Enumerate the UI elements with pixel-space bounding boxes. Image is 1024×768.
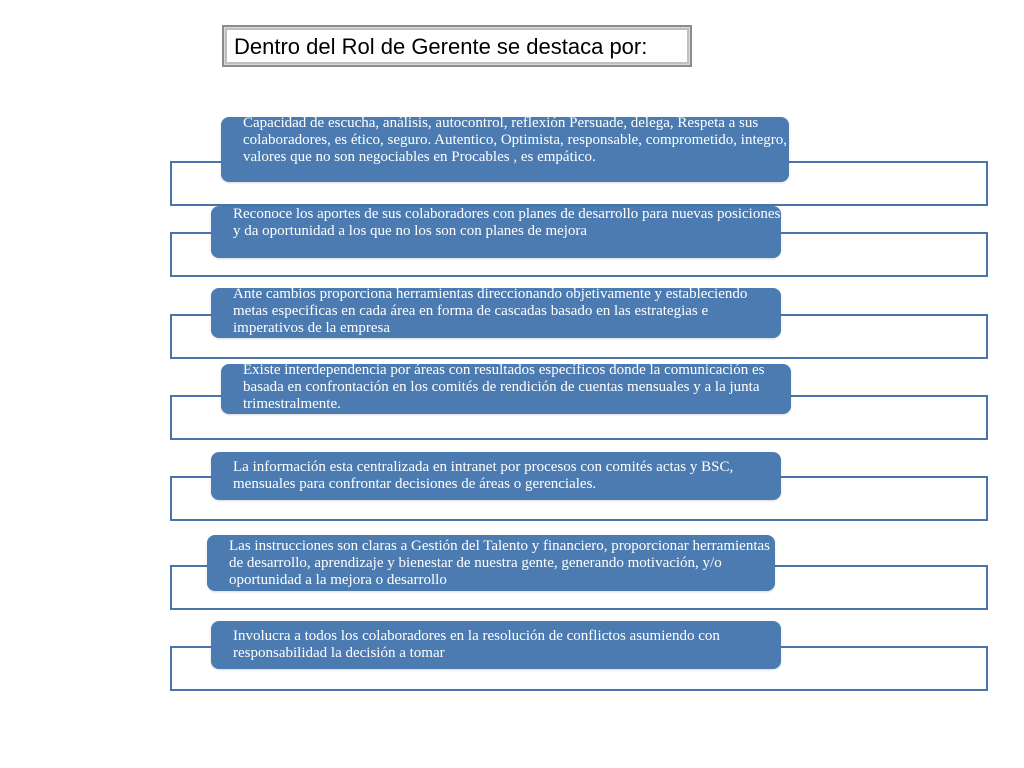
item-box-1 [221, 117, 789, 182]
title-box [222, 25, 692, 67]
item-box-4 [221, 364, 791, 414]
item-text-5: La información esta centralizada en intranet por procesos con comités actas y BSC, mensuales para confrontar decisiones de áreas o gerenciales. [233, 459, 734, 492]
item-box-7 [211, 621, 781, 669]
item-box-6 [207, 535, 775, 591]
item-text-2: Reconoce los aportes de sus colaboradores con planes de desarrollo para nuevas posiciones y da oportunidad a los que no los son con planes de mejora [233, 206, 781, 239]
item-text-1: Capacidad de escucha, análisis, autocontrol, reflexión Persuade, delega, Respeta a sus colaboradores, es ético, seguro. Autentico, Optimista, responsable, comprometido, integro, valores que no son negociables en Procables , es empático. [243, 117, 788, 165]
item-text-3: Ante cambios proporciona herramientas direccionando objetivamente y estableciendo metas especificas en cada área en forma de cascadas basado en las estrategias e imperativos de la empresa [233, 288, 748, 336]
item-box-3 [211, 288, 781, 338]
item-text-6: Las instrucciones son claras a Gestión del Talento y financiero, proporcionar herramientas de desarrollo, aprendizaje y bienestar de nuestra gente, generando motivación, y/o oportunidad a la mejora o desarrollo [229, 538, 770, 588]
item-box-5 [211, 452, 781, 500]
page-title: Dentro del Rol de Gerente se destaca por: [234, 34, 648, 59]
item-text-4: Existe interdependencia por áreas con resultados específicos donde la comunicación es basada en confrontación en los comités de rendición de cuentas mensuales y a la junta trimestralmente. [243, 364, 765, 412]
item-text-7: Involucra a todos los colaboradores en la resolución de conflictos asumiendo con responsabilidad la decisión a tomar [233, 628, 720, 661]
item-box-2 [211, 206, 781, 258]
